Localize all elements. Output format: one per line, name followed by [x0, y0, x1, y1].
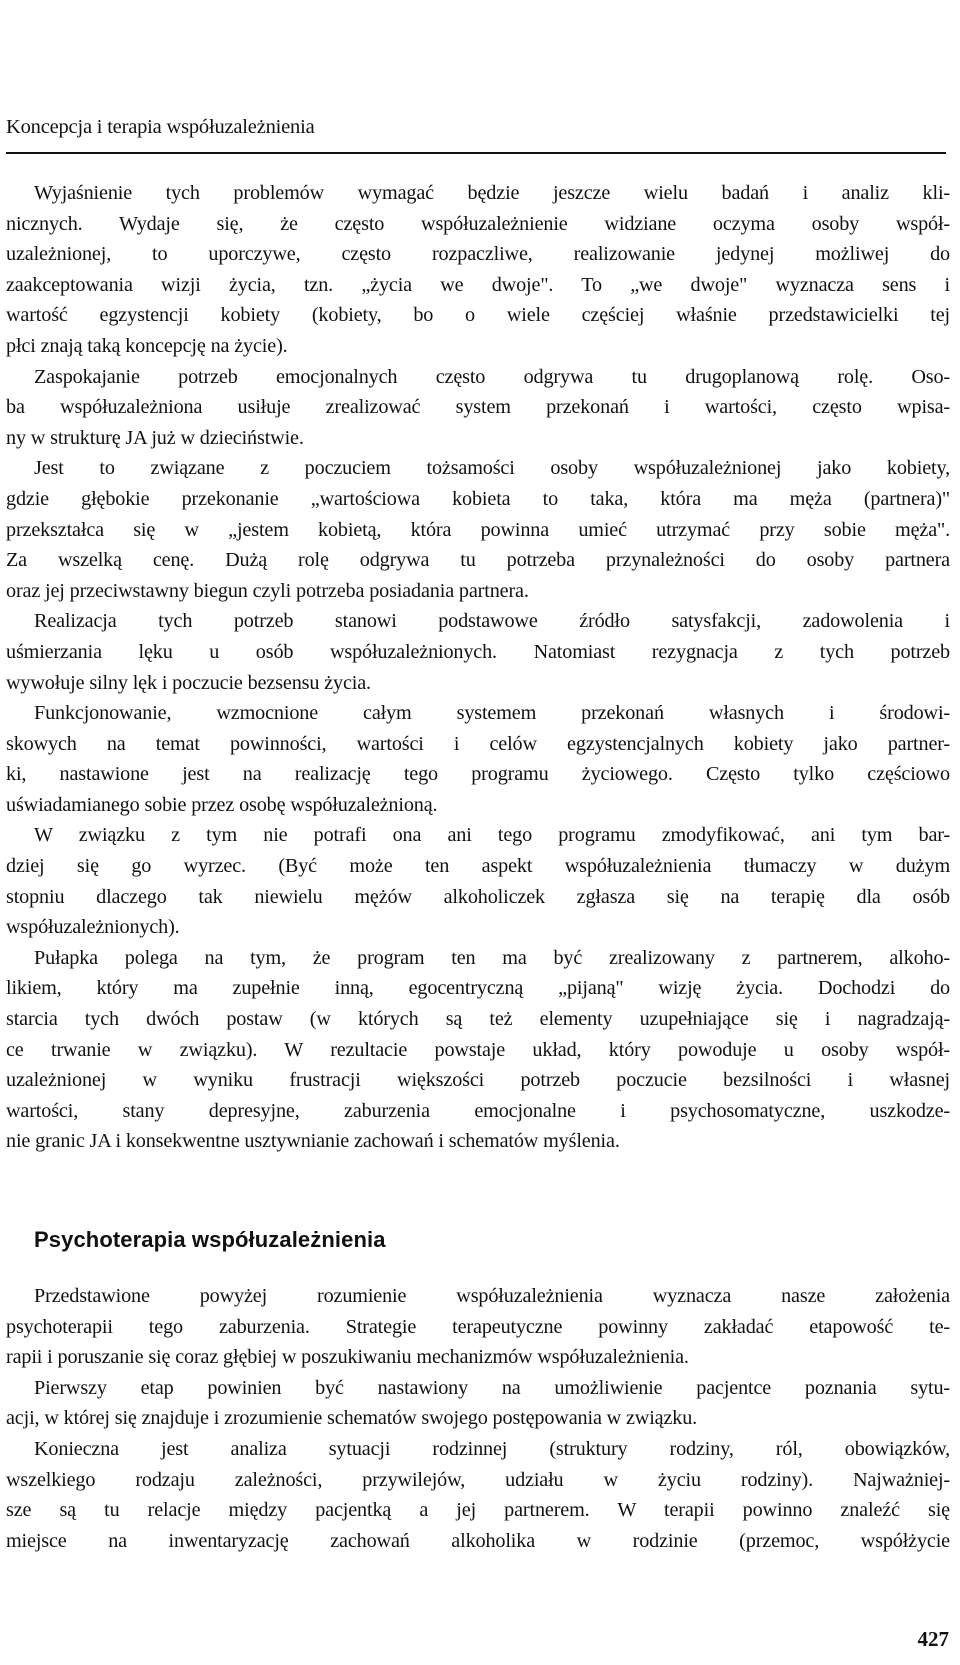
text-line: Za wszelką cenę. Dużą rolę odgrywa tu potrzeba przynależności do osoby partnera	[6, 549, 950, 572]
text-line: wartości, stany depresyjne, zaburzenia emocjonalne i psychosomatyczne, uszkodze-	[6, 1099, 950, 1122]
text-line: oraz jej przeciwstawny biegun czyli potrzeba posiadania partnera.	[6, 579, 529, 602]
text-line: ba współuzależniona usiłuje zrealizować system przekonań i wartości, często wpisa-	[6, 396, 950, 419]
text-line: miejsce na inwentaryzację zachowań alkoholika w rodzinie (przemoc, współżycie	[6, 1529, 950, 1552]
text-line: wartość egzystencji kobiety (kobiety, bo o wiele częściej właśnie przedstawicielki tej	[6, 304, 950, 327]
text-line: Przedstawione powyżej rozumienie współuzależnienia wyznacza nasze założenia	[34, 1285, 950, 1307]
text-line: ny w strukturę JA już w dzieciństwie.	[6, 426, 304, 449]
text-line: Wyjaśnienie tych problemów wymagać będzie jeszcze wielu badań i analiz kli-	[34, 182, 950, 204]
text-line: ki, nastawione jest na realizację tego programu życiowego. Często tylko częściowo	[6, 763, 950, 786]
text-line: uzależnionej w wyniku frustracji większości potrzeb poczucie bezsilności i własnej	[6, 1069, 950, 1092]
text-line: skowych na temat powinności, wartości i celów egzystencjalnych kobiety jako partner-	[6, 732, 950, 755]
text-line: starcia tych dwóch postaw (w których są też elementy uzupełniające się i nagradzają-	[6, 1008, 950, 1031]
page-number: 427	[917, 1627, 949, 1651]
text-line: nicznych. Wydaje się, że często współuzależnienie widziane oczyma osoby współ-	[6, 212, 950, 235]
text-block	[6, 1281, 950, 1556]
section-heading: Psychoterapia współuzależnienia	[34, 1227, 386, 1252]
text-line: Konieczna jest analiza sytuacji rodzinnej (struktury rodziny, ról, obowiązków,	[34, 1437, 950, 1460]
text-line: uśmierzania lęku u osób współuzależnionych. Natomiast rezygnacja z tych potrzeb	[6, 640, 950, 663]
text-line: uzależnionej, to uporczywe, często rozpaczliwe, realizowanie jedynej możliwej do	[6, 243, 950, 266]
text-line: sze są tu relacje między pacjentką a jej partnerem. W terapii powinno znaleźć się	[6, 1499, 950, 1522]
text-line: uświadamianego sobie przez osobę współuzależnioną.	[6, 793, 438, 816]
text-line: zaakceptowania wizji życia, tzn. „życia we dwoje". To „we dwoje" wyznacza sens i	[6, 273, 950, 296]
text-line: wywołuje silny lęk i poczucie bezsensu życia.	[6, 671, 371, 694]
text-line: Realizacja tych potrzeb stanowi podstawowe źródło satysfakcji, zadowolenia i	[34, 610, 950, 633]
text-line: likiem, który ma zupełnie inną, egocentryczną „pijaną" wizję życia. Dochodzi do	[6, 977, 950, 1000]
text-line: Funkcjonowanie, wzmocnione całym systemem przekonań własnych i środowi-	[34, 702, 950, 725]
header-rule	[6, 152, 946, 154]
text-line: współuzależnionych).	[6, 916, 180, 939]
text-line: W związku z tym nie potrafi ona ani tego programu zmodyfikować, ani tym bar-	[34, 824, 950, 847]
text-line: nie granic JA i konsekwentne usztywnianie zachowań i schematów myślenia.	[6, 1130, 620, 1153]
text-line: Pierwszy etap powinien być nastawiony na umożliwienie pacjentce poznania sytu-	[34, 1376, 950, 1399]
text-line: Pułapka polega na tym, że program ten ma być zrealizowany z partnerem, alkoho-	[34, 946, 950, 969]
running-head: Koncepcja i terapia współuzależnienia	[6, 116, 315, 138]
text-line: acji, w której się znajduje i zrozumienie schematów swojego postępowania w związku.	[6, 1407, 698, 1430]
text-line: Jest to związane z poczuciem tożsamości osoby współuzależnionej jako kobiety,	[34, 457, 950, 480]
text-line: Zaspokajanie potrzeb emocjonalnych często odgrywa tu drugoplanową rolę. Oso-	[34, 365, 950, 388]
text-block	[6, 178, 950, 1157]
text-line: wszelkiego rodzaju zależności, przywilejów, udziału w życiu rodziny). Najważniej-	[6, 1468, 950, 1491]
text-line: stopniu dlaczego tak niewielu mężów alkoholiczek zgłasza się na terapię dla osób	[6, 885, 950, 908]
text-line: przekształca się w „jestem kobietą, która powinna umieć utrzymać przy sobie męża".	[6, 518, 950, 541]
text-line: psychoterapii tego zaburzenia. Strategie terapeutyczne powinny zakładać etapowość te-	[6, 1315, 950, 1338]
text-line: rapii i poruszanie się coraz głębiej w poszukiwaniu mechanizmów współuzależnienia.	[6, 1346, 689, 1369]
text-line: gdzie głębokie przekonanie „wartościowa kobieta to taka, która ma męża (partnera)"	[6, 487, 950, 510]
text-line: płci znają taką koncepcję na życie).	[6, 334, 288, 357]
text-line: ce trwanie w związku). W rezultacie powstaje układ, który powoduje u osoby współ-	[6, 1038, 950, 1061]
text-line: dziej się go wyrzec. (Być może ten aspekt współuzależnienia tłumaczy w dużym	[6, 855, 950, 878]
